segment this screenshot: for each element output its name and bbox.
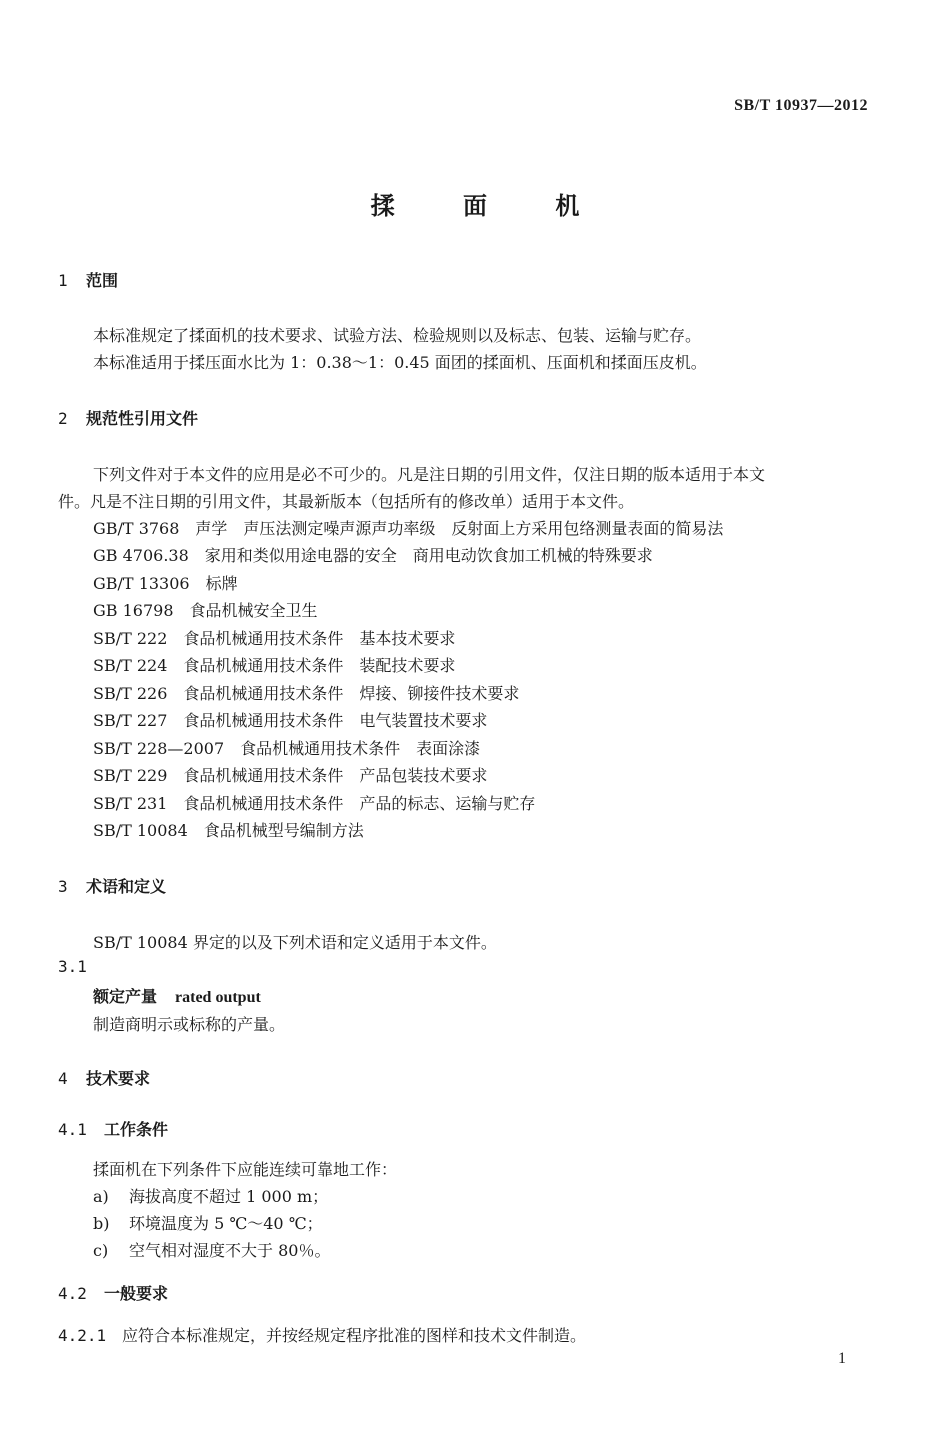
- list-item: [93, 1184, 328, 1207]
- reference-item: [93, 708, 487, 731]
- reference-title: 食品机械通用技术条件 产品的标志、运输与贮存: [183, 794, 536, 813]
- reference-code: SB/T 10084: [93, 821, 188, 840]
- section-title: 技术要求: [86, 1069, 151, 1088]
- reference-item: [93, 791, 535, 814]
- reference-item: [93, 681, 519, 704]
- section-number: 1: [58, 271, 68, 290]
- reference-title: 食品机械通用技术条件 产品包装技术要求: [183, 766, 488, 785]
- reference-title: 食品机械通用技术条件 焊接、铆接件技术要求: [183, 684, 520, 703]
- section-title: 术语和定义: [86, 877, 167, 896]
- term-definition: 制造商明示或标称的产量。: [93, 1015, 286, 1034]
- reference-title: 食品机械通用技术条件 装配技术要求: [183, 656, 456, 675]
- list-text: 环境温度为 5 ℃～40 ℃；: [129, 1214, 323, 1233]
- term-chinese: 额定产量: [93, 987, 158, 1006]
- subsection-4-2-heading: [58, 1281, 168, 1304]
- paragraph: 本标准规定了揉面机的技术要求、试验方法、检验规则以及标志、包装、运输与贮存。: [93, 326, 702, 345]
- reference-item: [93, 543, 653, 566]
- section-number: 2: [58, 409, 68, 428]
- reference-code: SB/T 226: [93, 684, 168, 703]
- reference-item: [93, 598, 318, 621]
- title-char: 面: [463, 191, 487, 220]
- clause-text: 应符合本标准规定，并按经规定程序批准的图样和技术文件制造。: [122, 1326, 587, 1345]
- clause-number: 4.2.1: [58, 1326, 107, 1345]
- list-label: b): [93, 1214, 110, 1233]
- page-title: [0, 186, 950, 221]
- section-number: 4.2: [58, 1284, 87, 1303]
- section-1-heading: [58, 268, 118, 291]
- subsection-4-1-heading: [58, 1117, 168, 1140]
- title-char: 揉: [370, 191, 395, 220]
- list-text: 海拔高度不超过 1 000 m；: [129, 1187, 329, 1206]
- section-title: 范围: [86, 271, 119, 290]
- list-item: [93, 1238, 330, 1261]
- reference-title: 声学 声压法测定噪声源声功率级 反射面上方采用包络测量表面的简易法: [195, 519, 724, 538]
- reference-code: SB/T 231: [93, 794, 168, 813]
- reference-code: GB/T 3768: [93, 519, 180, 538]
- section-title: 规范性引用文件: [86, 409, 199, 428]
- section-3-heading: [58, 874, 166, 897]
- reference-code: SB/T 222: [93, 629, 168, 648]
- reference-title: 食品机械通用技术条件 基本技术要求: [183, 629, 456, 648]
- list-text: 空气相对湿度不大于 80％。: [129, 1241, 331, 1260]
- reference-item: [93, 736, 480, 759]
- paragraph: 件。凡是不注日期的引用文件，其最新版本（包括所有的修改单）适用于本文件。: [58, 492, 635, 511]
- list-item: [93, 1211, 323, 1234]
- reference-code: SB/T 229: [93, 766, 168, 785]
- reference-title: 食品机械型号编制方法: [203, 821, 364, 840]
- paragraph: SB/T 10084 界定的以及下列术语和定义适用于本文件。: [93, 933, 497, 952]
- reference-item: [93, 571, 238, 594]
- section-2-heading: [58, 406, 198, 429]
- reference-item: [93, 516, 723, 539]
- reference-title: 标牌: [205, 574, 238, 593]
- standard-code: SB/T 10937—2012: [734, 97, 868, 114]
- section-number: 4.1: [58, 1120, 87, 1139]
- section-number: 4: [58, 1069, 68, 1088]
- paragraph: 下列文件对于本文件的应用是必不可少的。凡是注日期的引用文件，仅注日期的版本适用于本文: [93, 465, 766, 484]
- reference-item: [93, 763, 487, 786]
- reference-code: SB/T 227: [93, 711, 168, 730]
- reference-title: 食品机械通用技术条件 电气装置技术要求: [183, 711, 488, 730]
- section-4-heading: [58, 1066, 150, 1089]
- reference-title: 食品机械安全卫生: [189, 601, 318, 620]
- reference-item: [93, 653, 455, 676]
- section-number: 3: [58, 877, 68, 896]
- title-char: 机: [555, 191, 580, 220]
- term-english: rated output: [175, 989, 261, 1006]
- page-number: 1: [838, 1350, 846, 1367]
- section-title: 一般要求: [104, 1284, 169, 1303]
- term-number: 3.1: [58, 957, 87, 976]
- section-title: 工作条件: [104, 1120, 169, 1139]
- reference-code: GB 4706.38: [93, 546, 189, 565]
- reference-item: [93, 818, 364, 841]
- reference-code: GB 16798: [93, 601, 174, 620]
- paragraph: 揉面机在下列条件下应能连续可靠地工作：: [93, 1160, 398, 1179]
- list-label: c): [93, 1241, 109, 1260]
- reference-code: GB/T 13306: [93, 574, 190, 593]
- list-label: a): [93, 1187, 109, 1206]
- reference-code: SB/T 228—2007: [93, 739, 225, 758]
- clause-4-2-1: [58, 1323, 586, 1346]
- paragraph: 本标准适用于揉压面水比为 1：0.38～1：0.45 面团的揉面机、压面机和揉面压皮机。: [93, 353, 707, 372]
- reference-item: [93, 626, 455, 649]
- reference-title: 食品机械通用技术条件 表面涂漆: [240, 739, 481, 758]
- reference-code: SB/T 224: [93, 656, 168, 675]
- reference-title: 家用和类似用途电器的安全 商用电动饮食加工机械的特殊要求: [204, 546, 653, 565]
- term-entry: [93, 984, 261, 1007]
